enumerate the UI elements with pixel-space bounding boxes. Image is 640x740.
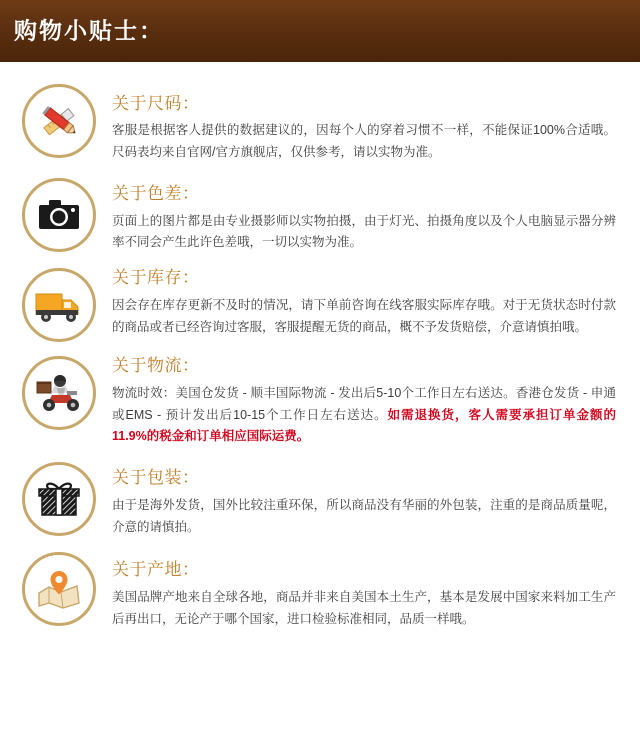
tip-body	[112, 178, 616, 254]
page-title: 购物小贴士：	[14, 17, 164, 44]
tips-list	[0, 62, 640, 631]
tip-text-main: 美国品牌产地来自全球各地，商品并非来自美国本土生产，基本是发展中国家来料加工生产后再出口，无论产于哪个国家，进口检验标准相同，品质一样哦。	[112, 589, 616, 626]
tip-text-main: 客服是根据客人提供的数据建议的，因每个人的穿着习惯不一样，不能保证100%合适哦。尺码表均来自官网/官方旗舰店，仅供参考，请以实物为准。	[112, 123, 616, 160]
tip-title: 关于包装：	[112, 468, 200, 488]
tip-text-main: 物流时效：美国仓发货 - 顺丰国际物流 - 发出后5-10个工作日左右送达。香港仓发货 - 申通或EMS - 预计发出后10-15个工作日左右送达。	[112, 385, 616, 422]
tip-item-color	[0, 178, 640, 254]
tip-body	[112, 268, 616, 338]
map-pin-icon	[22, 552, 96, 626]
tip-item-shipping	[0, 356, 640, 448]
tip-body	[112, 462, 616, 538]
tip-item-origin	[0, 552, 640, 630]
gift-box-icon	[22, 462, 96, 536]
tip-title: 关于库存：	[112, 268, 200, 288]
truck-icon	[22, 268, 96, 342]
tip-body	[112, 356, 616, 448]
camera-icon	[22, 178, 96, 252]
tip-text	[112, 587, 616, 631]
tip-title: 关于物流：	[112, 356, 200, 376]
tip-text-main: 由于是海外发货，国外比较注重环保，所以商品没有华丽的外包装，注重的是商品质量呢，介意的请慎拍。	[112, 497, 616, 534]
tip-text	[112, 120, 616, 164]
tip-title: 关于产地：	[112, 560, 200, 580]
page-header	[0, 0, 640, 62]
tip-item-stock	[0, 268, 640, 342]
tip-body	[112, 552, 616, 630]
tip-title: 关于色差：	[112, 184, 200, 204]
tip-item-size	[0, 84, 640, 164]
tip-text	[112, 383, 616, 449]
tip-text-main: 因会存在库存更新不及时的情况，请下单前咨询在线客服实际库存哦。对于无货状态时付款的商品或者已经咨询过客服，客服提醒无货的商品，概不予发货赔偿，介意请慎拍哦。	[112, 297, 616, 334]
tip-item-packaging	[0, 462, 640, 538]
tip-text-highlight: 如需退换货，客人需要承担订单金额的11.9%的税金和订单相应国际运费。	[112, 407, 616, 444]
delivery-scooter-icon	[22, 356, 96, 430]
tip-body	[112, 84, 616, 164]
tip-text	[112, 495, 616, 539]
tip-title: 关于尺码：	[112, 94, 200, 113]
tip-text-main: 页面上的图片都是由专业摄影师以实物拍摄，由于灯光、拍摄角度以及个人电脑显示器分辨率不同会产生此许色差哦，一切以实物为准。	[112, 213, 616, 250]
pencil-ruler-icon	[22, 84, 96, 158]
tip-text	[112, 211, 616, 255]
tip-text	[112, 295, 616, 339]
